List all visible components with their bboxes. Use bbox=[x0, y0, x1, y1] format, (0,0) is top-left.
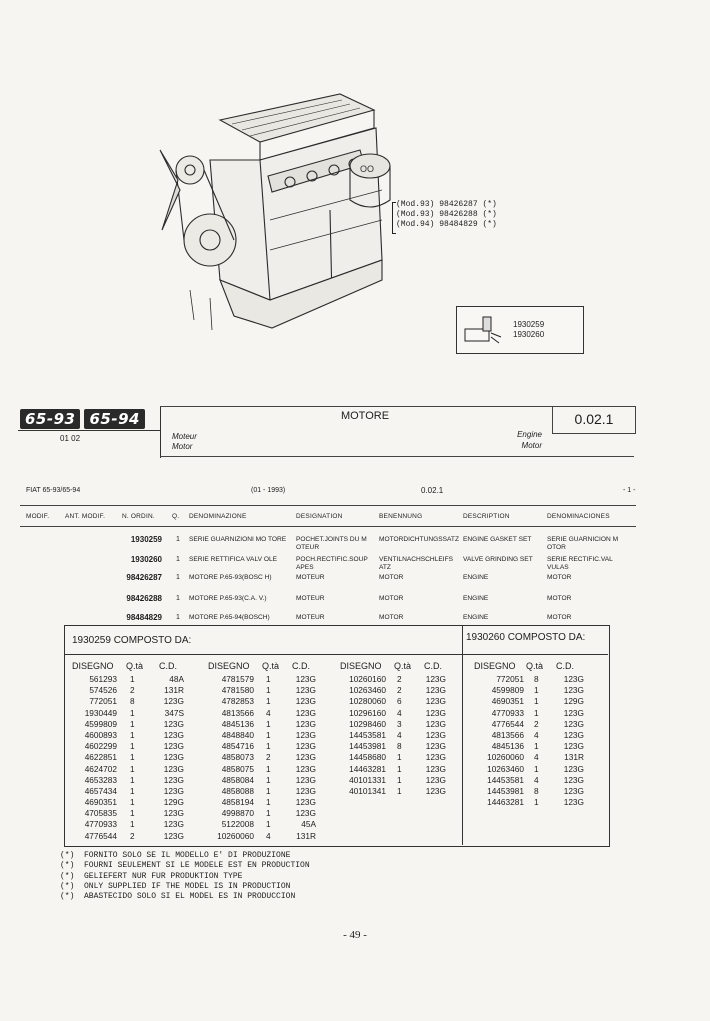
comp2-header: C.D. bbox=[556, 661, 574, 671]
comp1-cell: 14463281 bbox=[349, 763, 386, 774]
comp1-cell: 123G bbox=[163, 785, 184, 796]
comp1-cell: 10298460 bbox=[349, 718, 386, 729]
title-french: Moteur bbox=[172, 432, 197, 441]
comp1-cell: 4 bbox=[397, 707, 402, 718]
comp1-cell: 1 bbox=[266, 685, 271, 696]
comp1-cell: 4602299 bbox=[84, 741, 117, 752]
comp1-cell: 1 bbox=[266, 696, 271, 707]
comp1-cell: 14453581 bbox=[349, 729, 386, 740]
comp1-cell: 2 bbox=[130, 685, 135, 696]
comp1-cell: 10260160 bbox=[349, 674, 386, 684]
bracket bbox=[392, 202, 396, 234]
col-ordin: N. ORDIN. bbox=[122, 513, 155, 520]
kit-box bbox=[456, 306, 584, 354]
comp2-cell: 1 bbox=[534, 707, 539, 718]
footnote: (*) FORNITO SOLO SE IL MODELLO E' DI PRODUZIONE bbox=[60, 851, 291, 860]
comp1-cds bbox=[284, 674, 316, 842]
comp1-cell: 1 bbox=[266, 774, 271, 785]
comp1-cell: 123G bbox=[163, 830, 184, 841]
comp1-cell: 1 bbox=[397, 763, 402, 774]
comp2-cell: 1 bbox=[534, 696, 539, 707]
comp1-cell: 4 bbox=[397, 729, 402, 740]
comp1-cell: 1 bbox=[130, 763, 135, 774]
variant-row: (Mod.94) 98484829 (*) bbox=[396, 220, 497, 229]
comp2-cell: 10260060 bbox=[487, 752, 524, 763]
comp1-cell: 123G bbox=[295, 752, 316, 763]
footnote: (*) FOURNI SEULEMENT SI LE MODELE EST EN PRODUCTION bbox=[60, 861, 310, 871]
doc-page: - 1 - bbox=[623, 487, 636, 494]
comp2-cell: 772051 bbox=[496, 674, 524, 684]
variant-row: (Mod.93) 98426288 (*) bbox=[396, 210, 497, 219]
comp1-cell: 4781579 bbox=[221, 674, 254, 684]
comp1-cell: 1 bbox=[130, 808, 135, 819]
comp1-cell: 1 bbox=[266, 741, 271, 752]
comp1-cell: 40101341 bbox=[349, 785, 386, 796]
comp1-cds bbox=[414, 674, 446, 797]
comp2-cell: 123G bbox=[563, 797, 584, 808]
comp1-cell: 4600893 bbox=[84, 729, 117, 740]
comp1-header: DISEGNO bbox=[208, 661, 250, 671]
comp1-cell: 123G bbox=[295, 729, 316, 740]
comp1-cell: 131R bbox=[296, 830, 316, 841]
comp1-cell: 131R bbox=[164, 685, 184, 696]
comp2-cell: 1 bbox=[534, 797, 539, 808]
comp1-cell: 123G bbox=[425, 741, 446, 752]
comp2-cell: 123G bbox=[563, 774, 584, 785]
col-denominazione: DENOMINAZIONE bbox=[189, 513, 247, 520]
comp1-cell: 48A bbox=[169, 674, 184, 684]
comp2-cell: 1 bbox=[534, 741, 539, 752]
doc-date: (01 - 1993) bbox=[251, 487, 286, 494]
model-badge: 65-94 bbox=[84, 409, 144, 429]
comp2-cell: 14453581 bbox=[487, 774, 524, 785]
comp1-header: DISEGNO bbox=[72, 661, 114, 671]
comp1-cell: 1 bbox=[266, 808, 271, 819]
comp2-cell: 129G bbox=[563, 696, 584, 707]
comp2-cell: 2 bbox=[534, 718, 539, 729]
comp1-cell: 4858075 bbox=[221, 763, 254, 774]
comp2-cell: 123G bbox=[563, 785, 584, 796]
comp2-cell: 10263460 bbox=[487, 763, 524, 774]
comp1-cell: 40101331 bbox=[349, 774, 386, 785]
comp1-qtys bbox=[266, 674, 271, 842]
comp1-cell: 1 bbox=[130, 785, 135, 796]
comp1-cell: 574526 bbox=[89, 685, 117, 696]
comp1-cell: 123G bbox=[425, 696, 446, 707]
col-modif: MODIF. bbox=[26, 513, 50, 520]
comp1-header: Q.tà bbox=[262, 661, 280, 671]
comp1-cell: 123G bbox=[425, 707, 446, 718]
col-qty: Q. bbox=[172, 513, 180, 520]
comp1-cell: 1 bbox=[397, 752, 402, 763]
comp1-cell: 5122008 bbox=[221, 819, 254, 830]
comp1-cell: 1 bbox=[130, 797, 135, 808]
comp1-cell: 1 bbox=[266, 729, 271, 740]
comp1-cell: 4848840 bbox=[221, 729, 254, 740]
section-title-band bbox=[18, 406, 634, 458]
comp1-cell: 1 bbox=[266, 785, 271, 796]
comp1-cell: 4858073 bbox=[221, 752, 254, 763]
comp1-cell: 10263460 bbox=[349, 685, 386, 696]
comp1-title: 1930259 COMPOSTO DA: bbox=[72, 635, 192, 646]
comp1-cell: 4845136 bbox=[221, 718, 254, 729]
divider bbox=[20, 526, 636, 527]
svg-text:OO: OO bbox=[360, 164, 375, 174]
comp2-cell: 123G bbox=[563, 763, 584, 774]
comp1-codes bbox=[334, 674, 386, 797]
comp1-cell: 123G bbox=[425, 674, 446, 684]
comp1-cell: 4690351 bbox=[84, 797, 117, 808]
comp1-cell: 6 bbox=[397, 696, 402, 707]
comp1-cds bbox=[150, 674, 184, 842]
comp2-cell: 4690351 bbox=[491, 696, 524, 707]
comp2-cell: 4776544 bbox=[491, 718, 524, 729]
comp1-cell: 2 bbox=[397, 674, 402, 684]
comp1-cell: 10260060 bbox=[217, 830, 254, 841]
comp1-cell: 123G bbox=[163, 696, 184, 707]
col-designation: DESIGNATION bbox=[296, 513, 343, 520]
comp1-header: Q.tà bbox=[126, 661, 144, 671]
comp1-cell: 123G bbox=[295, 763, 316, 774]
group-code: 01 02 bbox=[60, 434, 81, 443]
comp1-cell: 2 bbox=[266, 752, 271, 763]
comp2-title: 1930260 COMPOSTO DA: bbox=[466, 632, 586, 643]
comp1-cell: 123G bbox=[295, 741, 316, 752]
comp2-qtys bbox=[534, 674, 539, 808]
footnote: (*) GELIEFERT NUR FUR PRODUKTION TYPE bbox=[60, 871, 243, 881]
comp1-cell: 4622851 bbox=[84, 752, 117, 763]
comp2-cell: 14453981 bbox=[487, 785, 524, 796]
comp1-cell: 1 bbox=[266, 718, 271, 729]
comp1-cell: 4858088 bbox=[221, 785, 254, 796]
footnote: (*) ONLY SUPPLIED IF THE MODEL IS IN PRODUCTION bbox=[60, 881, 291, 891]
gasket-kit-icon bbox=[461, 313, 505, 349]
col-description: DESCRIPTION bbox=[463, 513, 510, 520]
model-badges bbox=[20, 409, 145, 429]
title-english: Engine bbox=[517, 430, 542, 439]
title-german: Motor bbox=[172, 442, 193, 451]
comp1-cell: 8 bbox=[130, 696, 135, 707]
comp1-codes bbox=[64, 674, 117, 842]
comp1-cell: 1 bbox=[130, 774, 135, 785]
col-denominaciones: DENOMINACIONES bbox=[547, 513, 610, 520]
comp1-cell: 1 bbox=[130, 674, 135, 684]
comp1-cell: 4705835 bbox=[84, 808, 117, 819]
comp1-cell: 4657434 bbox=[84, 785, 117, 796]
comp2-cell: 123G bbox=[563, 741, 584, 752]
comp1-cell: 8 bbox=[397, 741, 402, 752]
comp1-header: C.D. bbox=[292, 661, 310, 671]
comp1-cell: 4770933 bbox=[84, 819, 117, 830]
kit-code: 1930260 bbox=[513, 330, 545, 339]
comp1-cell: 123G bbox=[163, 752, 184, 763]
comp1-header: DISEGNO bbox=[340, 661, 382, 671]
comp1-cell: 123G bbox=[425, 763, 446, 774]
comp1-cell: 772051 bbox=[89, 696, 117, 707]
comp1-cell: 123G bbox=[295, 797, 316, 808]
composition-tables bbox=[64, 625, 608, 845]
comp2-cell: 123G bbox=[563, 729, 584, 740]
comp1-cell: 4 bbox=[266, 830, 271, 841]
footnote: (*) ABASTECIDO SOLO SI EL MODEL ES IN PRODUCCION bbox=[60, 892, 296, 902]
comp1-cell: 123G bbox=[425, 729, 446, 740]
comp1-cell: 123G bbox=[295, 808, 316, 819]
comp1-cell: 10296160 bbox=[349, 707, 386, 718]
comp1-cell: 123G bbox=[163, 718, 184, 729]
comp1-cell: 1 bbox=[130, 752, 135, 763]
comp1-cell: 14458680 bbox=[349, 752, 386, 763]
comp2-cell: 4813566 bbox=[491, 729, 524, 740]
comp1-cell: 4858194 bbox=[221, 797, 254, 808]
section-code: 0.02.1 bbox=[552, 406, 636, 434]
comp1-cell: 347S bbox=[164, 707, 184, 718]
comp1-cell: 45A bbox=[301, 819, 316, 830]
comp2-codes bbox=[468, 674, 524, 808]
comp2-cell: 123G bbox=[563, 718, 584, 729]
comp2-cell: 123G bbox=[563, 685, 584, 696]
comp1-cell: 129G bbox=[163, 797, 184, 808]
comp2-cell: 4 bbox=[534, 752, 539, 763]
footnotes bbox=[60, 851, 310, 902]
comp1-cell: 123G bbox=[425, 785, 446, 796]
comp1-cell: 4781580 bbox=[221, 685, 254, 696]
comp1-cell: 123G bbox=[295, 785, 316, 796]
title-spanish: Motor bbox=[521, 441, 542, 450]
comp1-cell: 4 bbox=[266, 707, 271, 718]
comp2-cell: 14463281 bbox=[487, 797, 524, 808]
comp2-cell: 4845136 bbox=[491, 741, 524, 752]
comp1-cell: 4599809 bbox=[84, 718, 117, 729]
comp2-cell: 1 bbox=[534, 763, 539, 774]
comp1-cell: 1 bbox=[266, 674, 271, 684]
comp1-cell: 1 bbox=[266, 797, 271, 808]
comp1-cell: 1 bbox=[130, 718, 135, 729]
kit-code: 1930259 bbox=[513, 320, 545, 329]
comp1-cell: 123G bbox=[163, 774, 184, 785]
comp1-cell: 14453981 bbox=[349, 741, 386, 752]
comp2-cell: 131R bbox=[564, 752, 584, 763]
comp2-cell: 4599809 bbox=[491, 685, 524, 696]
comp1-cell: 123G bbox=[295, 696, 316, 707]
comp1-cell: 4776544 bbox=[84, 830, 117, 841]
comp1-cell: 123G bbox=[163, 819, 184, 830]
comp1-qtys bbox=[130, 674, 135, 842]
comp1-cell: 123G bbox=[425, 685, 446, 696]
variant-row: (Mod.93) 98426287 (*) bbox=[396, 200, 497, 209]
comp1-cell: 1 bbox=[266, 763, 271, 774]
comp1-cell: 2 bbox=[397, 685, 402, 696]
comp1-cell: 123G bbox=[163, 729, 184, 740]
comp1-cell: 2 bbox=[130, 830, 135, 841]
comp1-cell: 1 bbox=[266, 819, 271, 830]
comp1-cell: 4858084 bbox=[221, 774, 254, 785]
comp1-cell: 4998870 bbox=[221, 808, 254, 819]
comp1-cell: 123G bbox=[425, 774, 446, 785]
comp1-cell: 4624702 bbox=[84, 763, 117, 774]
engine-illustration bbox=[150, 80, 400, 350]
comp1-header: C.D. bbox=[424, 661, 442, 671]
comp1-cell: 1 bbox=[130, 741, 135, 752]
comp1-cell: 3 bbox=[397, 718, 402, 729]
comp2-cell: 123G bbox=[563, 707, 584, 718]
page-number: - 49 - bbox=[343, 929, 367, 941]
comp1-cell: 123G bbox=[425, 752, 446, 763]
col-benennung: BENENNUNG bbox=[379, 513, 423, 520]
comp2-cell: 8 bbox=[534, 785, 539, 796]
comp2-cell: 4 bbox=[534, 729, 539, 740]
comp1-cell: 1 bbox=[130, 729, 135, 740]
comp1-cell: 123G bbox=[295, 774, 316, 785]
comp1-cell: 561293 bbox=[89, 674, 117, 684]
engine-variant-list bbox=[396, 200, 497, 230]
comp1-cell: 123G bbox=[295, 685, 316, 696]
comp2-cell: 4770933 bbox=[491, 707, 524, 718]
section-title: MOTORE bbox=[340, 410, 390, 422]
comp1-cell: 123G bbox=[295, 718, 316, 729]
comp2-cell: 123G bbox=[563, 674, 584, 684]
comp1-cell: 4653283 bbox=[84, 774, 117, 785]
model-badge: 65-93 bbox=[20, 409, 80, 429]
comp1-cell: 123G bbox=[425, 718, 446, 729]
comp1-cell: 123G bbox=[295, 707, 316, 718]
comp1-cell: 4813566 bbox=[221, 707, 254, 718]
doc-model: FIAT 65-93/65-94 bbox=[26, 487, 81, 494]
comp1-cell: 1 bbox=[130, 707, 135, 718]
comp1-header: C.D. bbox=[159, 661, 177, 671]
comp2-cell: 8 bbox=[534, 674, 539, 684]
comp1-qtys bbox=[397, 674, 402, 797]
comp1-header: Q.tà bbox=[394, 661, 412, 671]
col-ant-modif: ANT. MODIF. bbox=[65, 513, 106, 520]
comp2-cell: 1 bbox=[534, 685, 539, 696]
comp1-cell: 123G bbox=[295, 674, 316, 684]
comp2-header: Q.tà bbox=[526, 661, 544, 671]
comp2-header: DISEGNO bbox=[474, 661, 516, 671]
comp1-cell: 123G bbox=[163, 808, 184, 819]
divider bbox=[20, 505, 636, 506]
comp1-cell: 4854716 bbox=[221, 741, 254, 752]
comp1-cell: 4782853 bbox=[221, 696, 254, 707]
comp1-codes bbox=[200, 674, 254, 842]
comp1-cell: 10280060 bbox=[349, 696, 386, 707]
comp1-cell: 123G bbox=[163, 741, 184, 752]
comp1-cell: 1 bbox=[397, 774, 402, 785]
comp1-cell: 1930449 bbox=[84, 707, 117, 718]
doc-code: 0.02.1 bbox=[421, 486, 444, 495]
comp1-cell: 1 bbox=[397, 785, 402, 796]
comp2-cell: 4 bbox=[534, 774, 539, 785]
comp2-cds bbox=[550, 674, 584, 808]
comp1-cell: 123G bbox=[163, 763, 184, 774]
comp1-cell: 1 bbox=[130, 819, 135, 830]
